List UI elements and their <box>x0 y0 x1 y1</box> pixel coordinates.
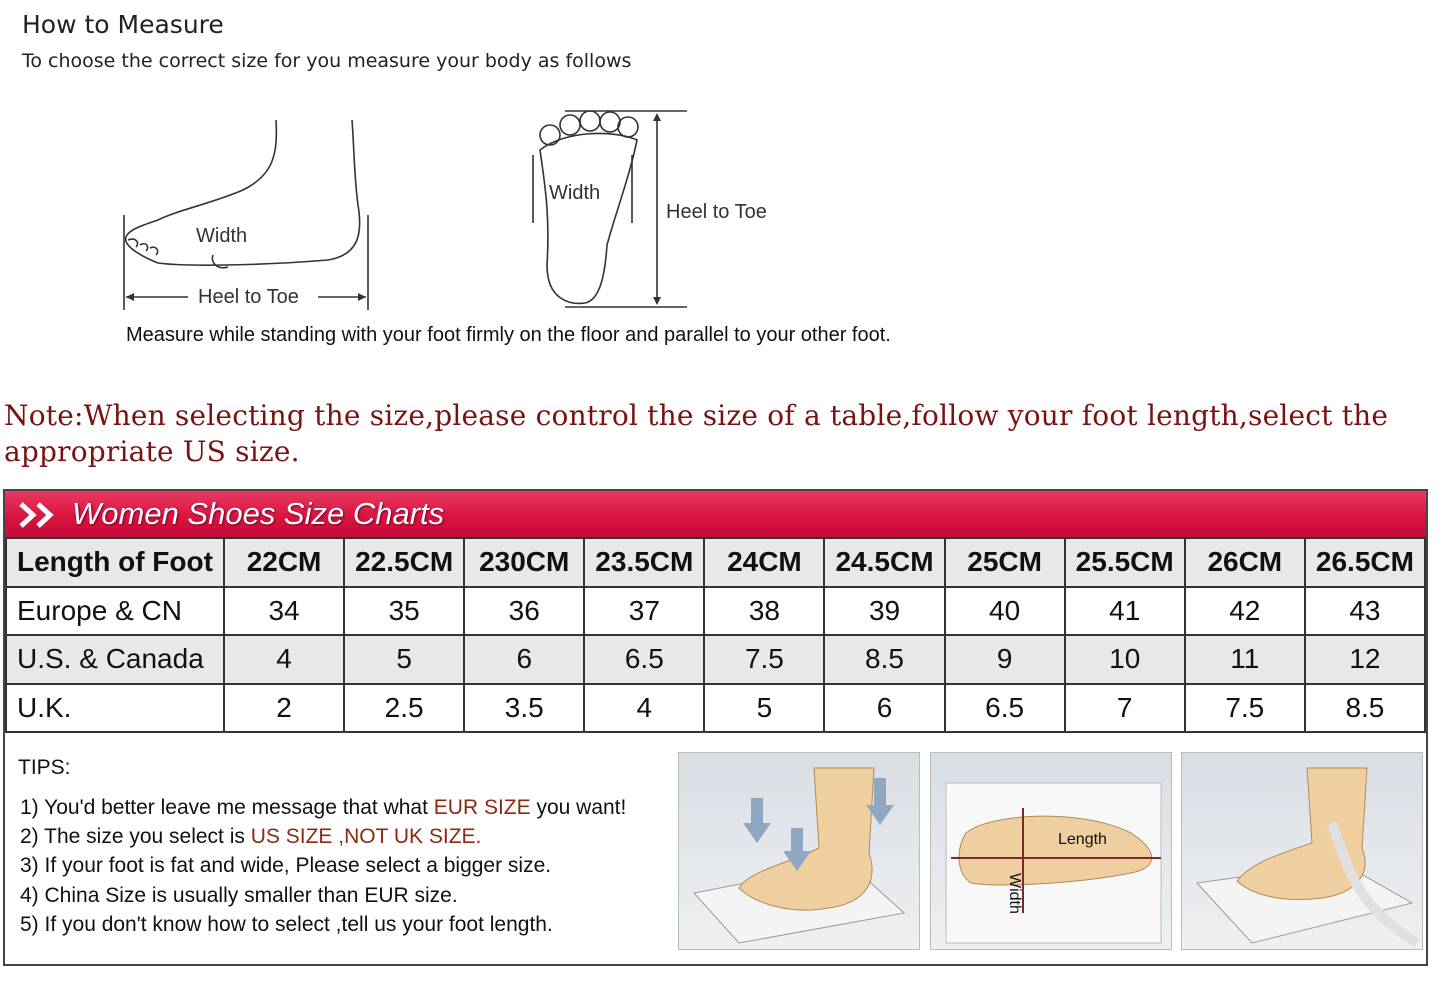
tip-text: 4) China Size is usually smaller than EUR size. <box>20 884 458 907</box>
table-cell: 35 <box>344 587 464 636</box>
measure-instruction: Measure while standing with your foot firmly on the floor and parallel to your other foot. <box>126 324 891 346</box>
table-cell: 4 <box>584 684 704 733</box>
table-cell: 9 <box>945 635 1065 684</box>
sole-length-label: Heel to Toe <box>666 201 767 223</box>
table-cell: 37 <box>584 587 704 636</box>
table-cell: 230CM <box>464 538 584 587</box>
page-title: How to Measure <box>22 10 224 39</box>
table-cell: 3.5 <box>464 684 584 733</box>
table-cell: 43 <box>1305 587 1425 636</box>
table-cell: 7.5 <box>1185 684 1305 733</box>
table-cell: 22.5CM <box>344 538 464 587</box>
table-cell: 24.5CM <box>824 538 944 587</box>
table-header-row <box>6 538 1425 587</box>
table-cell: 42 <box>1185 587 1305 636</box>
table-cell: 6 <box>824 684 944 733</box>
tips-title: TIPS: <box>18 756 71 779</box>
tip-item <box>20 884 458 908</box>
table-cell: 6.5 <box>945 684 1065 733</box>
size-chart-title: Women Shoes Size Charts <box>72 496 445 531</box>
table-cell: 6.5 <box>584 635 704 684</box>
table-cell: Length of Foot <box>6 538 224 587</box>
table-cell: 26.5CM <box>1305 538 1425 587</box>
tip-highlight: US SIZE ,NOT UK SIZE. <box>250 825 482 848</box>
table-cell: 38 <box>704 587 824 636</box>
table-cell: U.K. <box>6 684 224 733</box>
table-cell: 5 <box>704 684 824 733</box>
table-cell: U.S. & Canada <box>6 635 224 684</box>
foot-tape-image <box>1182 753 1422 949</box>
double-chevron-icon <box>18 500 62 530</box>
table-cell: 25CM <box>945 538 1065 587</box>
table-cell: 8.5 <box>1305 684 1425 733</box>
table-cell: 10 <box>1065 635 1185 684</box>
measure-subtitle: To choose the correct size for you measure your body as follows <box>22 50 632 72</box>
side-width-label: Width <box>196 225 248 247</box>
table-cell: 7 <box>1065 684 1185 733</box>
table-cell: 12 <box>1305 635 1425 684</box>
tip-item <box>20 825 481 849</box>
table-cell: 2.5 <box>344 684 464 733</box>
measure-photo-2 <box>930 752 1172 950</box>
tip-item <box>20 913 553 937</box>
tip-text: 5) If you don't know how to select ,tell us your foot length. <box>20 913 553 936</box>
table-row <box>6 684 1425 733</box>
table-cell: 39 <box>824 587 944 636</box>
tip-text: 2) The size you select is <box>20 825 251 848</box>
tip-highlight: EUR SIZE <box>433 796 531 819</box>
table-row <box>6 635 1425 684</box>
table-cell: 22CM <box>224 538 344 587</box>
table-cell: 24CM <box>704 538 824 587</box>
table-cell: 36 <box>464 587 584 636</box>
tip-text: 3) If your foot is fat and wide, Please select a bigger size. <box>20 854 552 877</box>
table-cell: Europe & CN <box>6 587 224 636</box>
photo-length-label: Length <box>1058 831 1107 848</box>
photo-width-label: Width <box>1006 873 1023 914</box>
table-cell: 40 <box>945 587 1065 636</box>
table-cell: 26CM <box>1185 538 1305 587</box>
tip-text: 1) You'd better leave me message that what <box>20 796 434 819</box>
side-foot-diagram <box>118 115 378 315</box>
measure-photo-1 <box>678 752 920 950</box>
table-cell: 5 <box>344 635 464 684</box>
table-cell: 2 <box>224 684 344 733</box>
table-cell: 6 <box>464 635 584 684</box>
table-cell: 7.5 <box>704 635 824 684</box>
tip-item <box>20 796 626 820</box>
table-cell: 41 <box>1065 587 1185 636</box>
sole-width-label: Width <box>549 182 601 204</box>
table-row <box>6 587 1425 636</box>
table-cell: 11 <box>1185 635 1305 684</box>
table-cell: 8.5 <box>824 635 944 684</box>
foot-length-width-image <box>931 753 1171 949</box>
tip-item <box>20 854 551 878</box>
table-cell: 34 <box>224 587 344 636</box>
table-cell: 23.5CM <box>584 538 704 587</box>
size-table <box>5 537 1426 733</box>
side-length-label: Heel to Toe <box>198 286 299 308</box>
foot-on-paper-image <box>679 753 919 949</box>
measure-photo-3 <box>1181 752 1423 950</box>
table-cell: 25.5CM <box>1065 538 1185 587</box>
tip-text: you want! <box>530 796 627 819</box>
table-cell: 4 <box>224 635 344 684</box>
size-note: Note:When selecting the size,please control the size of a table,follow your foot length,select the appropriate US size. <box>4 399 1389 468</box>
